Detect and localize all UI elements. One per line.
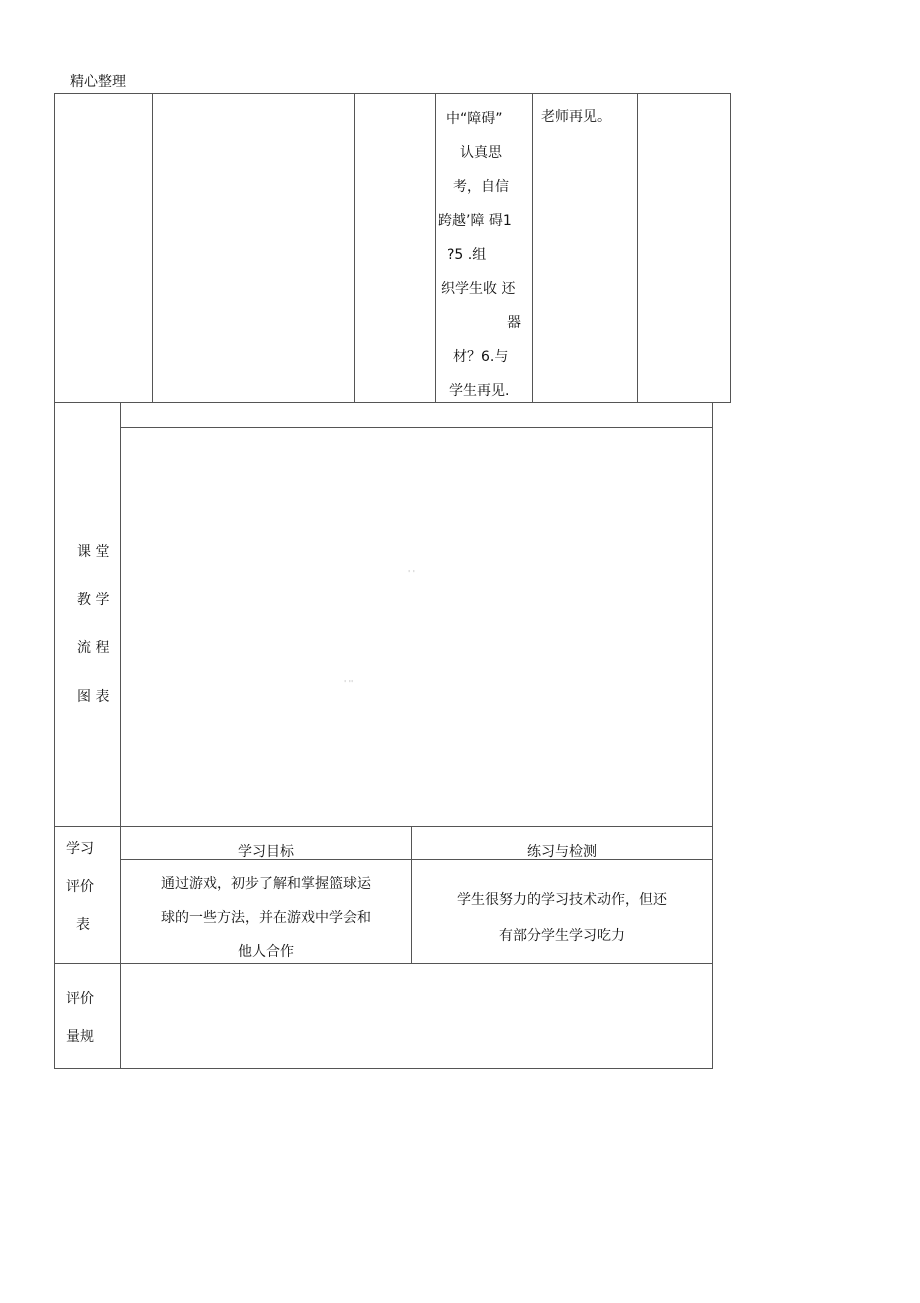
cell-line: 认真思 xyxy=(460,145,502,161)
label-line: 课 堂 xyxy=(77,544,110,560)
goal-line: 他人合作 xyxy=(238,944,294,960)
label-line: 图 表 xyxy=(77,689,110,705)
page-title: 精心整理 xyxy=(70,74,126,90)
cell-line: 学生再见. xyxy=(449,383,510,399)
goal-line: 通过游戏，初步了解和掌握篮球运 xyxy=(161,876,371,892)
cell-line: 考，自信 xyxy=(453,179,509,195)
cell-line: 器 xyxy=(507,315,521,331)
check-line: 有部分学生学习吃力 xyxy=(499,928,625,944)
label-line: 学习 xyxy=(66,841,94,857)
cell-line: 织学生收 还 xyxy=(441,281,516,297)
label-line: 表 xyxy=(76,917,90,933)
farewell-text: 老师再见。 xyxy=(541,109,611,125)
label-line: 流 程 xyxy=(77,640,110,656)
cell-line: ?5 .组 xyxy=(447,247,487,263)
label-line: 量规 xyxy=(66,1029,94,1045)
header-learning-goal: 学习目标 xyxy=(238,844,294,860)
cell-line: 跨越’障 碍1 xyxy=(438,213,512,229)
cell-line: 材？6.与 xyxy=(453,349,509,365)
faint-mark: ' ' xyxy=(408,569,415,578)
label-line: 评价 xyxy=(66,991,94,1007)
label-line: 评价 xyxy=(66,879,94,895)
header-practice-check: 练习与检测 xyxy=(527,844,597,860)
check-line: 学生很努力的学习技术动作，但还 xyxy=(457,892,667,908)
cell-line: 中“障碍” xyxy=(446,111,503,127)
label-line: 教 学 xyxy=(77,592,110,608)
goal-line: 球的一些方法，并在游戏中学会和 xyxy=(161,910,371,926)
faint-mark: ' '' xyxy=(344,679,354,688)
